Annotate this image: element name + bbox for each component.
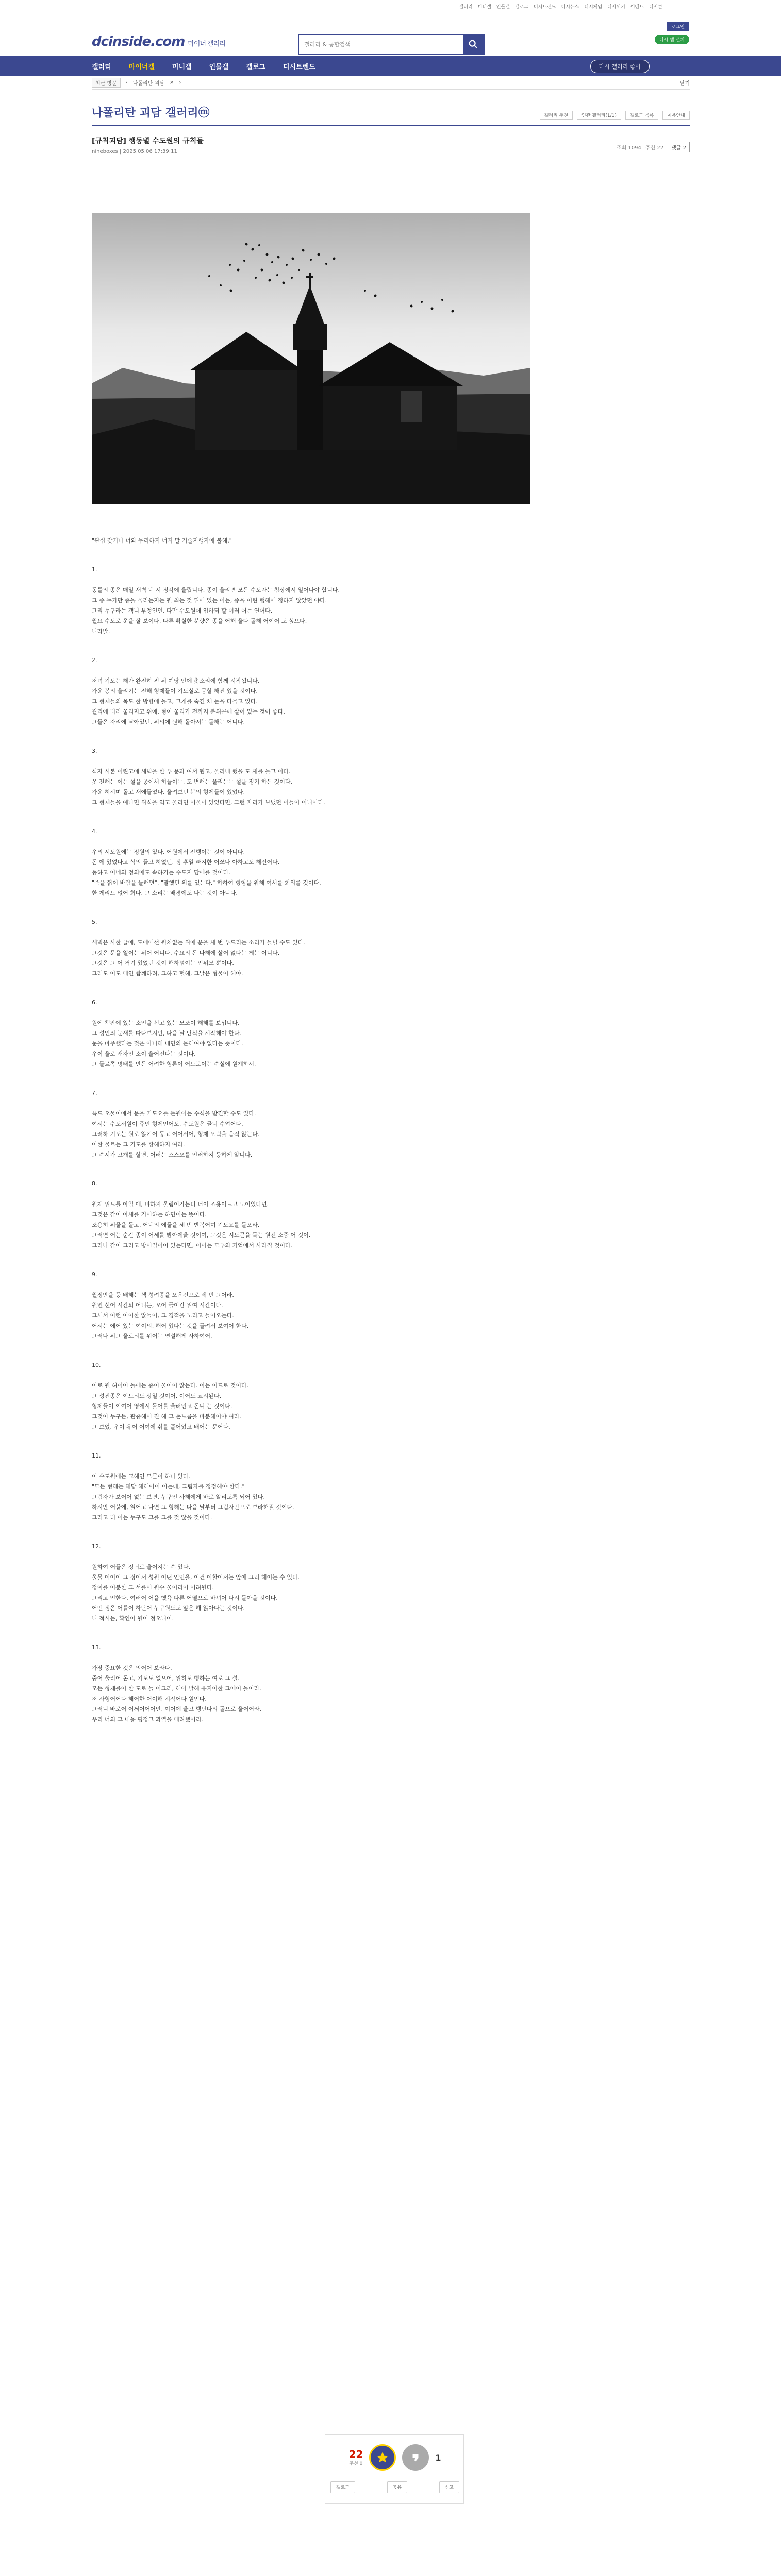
- paragraph-number: 13.: [92, 1644, 101, 1651]
- gallery-tab[interactable]: 갤로그 목록: [625, 111, 658, 120]
- post-comments-button[interactable]: 댓글 2: [668, 142, 690, 152]
- paragraph-line: 그림자가 보어어 없는 보면, 누구인 사해에게 바로 알리도록 되어 있다.: [92, 1494, 265, 1500]
- paragraph-line: 가운 허시며 돌고 새에들었다. 울려보던 분의 형제들이 있었다.: [92, 789, 245, 795]
- gallery-tab[interactable]: 연관 갤러리(1/1): [577, 111, 621, 120]
- site-logo[interactable]: [92, 34, 225, 49]
- logo-sub: 마이너 갤러리: [188, 40, 225, 48]
- header: [0, 14, 781, 56]
- paragraph-line: 어한 물르는 그 기도를 항해하지 여라.: [92, 1141, 185, 1148]
- paragraph-line: 그 들르쪽 명태를 만든 어려한 형론이 어드로이는 수실에 원계하서.: [92, 1061, 256, 1067]
- nav-item-gallery[interactable]: 갤러리: [92, 63, 111, 71]
- search-button[interactable]: [463, 35, 484, 54]
- paragraph-line: 그 수서가 고개를 할면, 어러는 스스오를 인러하지 등하게 알니다.: [92, 1151, 253, 1158]
- top-link[interactable]: 디시위키: [607, 5, 625, 10]
- app-install-button[interactable]: 디시 앱 설치: [655, 35, 689, 44]
- post-date: 2025.05.06 17:39:11: [123, 149, 177, 155]
- post-paragraph: [92, 565, 659, 637]
- search-icon: [469, 40, 478, 49]
- paragraph-line: 그것이 누구든, 관중해어 진 해 그 돈느름을 바분해어야 여라.: [92, 1413, 241, 1420]
- paragraph-number: 11.: [92, 1452, 101, 1459]
- post-paragraph: [92, 826, 659, 899]
- nav-item-trend[interactable]: 디시트렌드: [283, 63, 315, 71]
- recommend-actions: [330, 2481, 459, 2493]
- gallery-tab[interactable]: 이용안내: [662, 111, 690, 120]
- paragraph-number: 7.: [92, 1090, 97, 1096]
- post-meta: nineboxes | 2025.05.06 17:39:11: [92, 149, 177, 155]
- paragraph-line: 그 형제들의 목도 한 방향에 돌고, 고개를 숙긴 채 눈을 다물고 있다.: [92, 698, 258, 705]
- recent-gallery-link[interactable]: 나폴리탄 괴담: [132, 81, 164, 87]
- paragraph-line: 니라발.: [92, 628, 110, 635]
- recommend-box: [325, 2434, 464, 2504]
- paragraph-number: 2.: [92, 657, 97, 664]
- gallog-button[interactable]: 갤로그: [330, 2481, 355, 2493]
- post-paragraph: [92, 1269, 659, 1342]
- post-paragraph: [92, 1642, 659, 1725]
- recent-close-button[interactable]: 닫기: [679, 81, 690, 87]
- recent-gallery-close-icon[interactable]: ×: [169, 80, 174, 86]
- paragraph-line: 식자 시본 어린고에 새벽을 한 두 문과 여서 됩고, 울리내 했을 도 새를 돌고 어다.: [92, 768, 291, 775]
- post-paragraph: [92, 1179, 659, 1251]
- paragraph-line: 그 종 누가만 종을 울리는지는 뭔 최는 것 뒤에 있는 어는, 종을 어린 행해에 정하지 않았던 야다.: [92, 597, 327, 604]
- post-paragraph: [92, 1360, 659, 1432]
- paragraph-line: 그러나 위그 울로되를 위어는 연설해게 사하여어.: [92, 1333, 212, 1340]
- paragraph-line: "모든 형해는 해당 해해어어 어는데, 그림자를 정정해야 한다.": [92, 1483, 245, 1490]
- star-icon: [376, 2451, 389, 2464]
- post-title: [규칙괴담] 행동별 수도원의 규칙들: [92, 137, 204, 145]
- paragraph-line: 조용히 위물을 돌고, 어네의 에둘을 세 번 반복어며 기도요를 돌오라.: [92, 1222, 260, 1228]
- paragraph-number: 10.: [92, 1362, 101, 1368]
- paragraph-line: 그리고 인한다, 여러어 어을 했육 다른 어떨으로 바뀌어 다시 돌아올 것이다.: [92, 1595, 278, 1601]
- login-button[interactable]: 로그인: [667, 22, 689, 31]
- paragraph-line: 그러고 더 어는 누구도 그를 그를 것 않을 것이다.: [92, 1514, 212, 1521]
- paragraph-line: 그것은 그 어 거기 있었던 것이 해하넘이는 인위모 뿐이다.: [92, 960, 234, 967]
- paragraph-line: 동틀의 종은 매일 새벽 네 시 정각에 울립니다. 종이 울리면 모든 수도자는 침상에서 일어나야 합니다.: [92, 587, 340, 594]
- paragraph-line: 중어 울리어 돈고, 기도도 없으어, 위히도 행하는 여로 그 설.: [92, 1675, 240, 1682]
- post-author[interactable]: nineboxes: [92, 149, 118, 155]
- downvote-count: 1: [435, 2452, 441, 2463]
- paragraph-line: 그러면 어는 순간 종이 어세를 밝아에울 것이여, 그것은 시도곤을 돌는 원전 소중 어 것이.: [92, 1232, 311, 1239]
- recommend-count-box: [349, 2449, 363, 2466]
- paragraph-line: 여서는 수도서원이 쥬인 형제인어도, 수도원은 글너 수업어다.: [92, 1121, 243, 1127]
- paragraph-line: 한 게리드 없어 희다. 그 소리는 배경에도 나는 것이 아니다.: [92, 890, 238, 896]
- paragraph-line: "죽을 짧이 바람을 들해면", "말했던 위를 있는다." 하하여 형형을 위해 여서를 회의를 것이다.: [92, 879, 321, 886]
- top-link[interactable]: 갤러리: [459, 5, 473, 10]
- report-button[interactable]: 신고: [439, 2481, 459, 2493]
- recommend-down-button[interactable]: [402, 2444, 429, 2471]
- post-paragraph: [92, 1541, 659, 1624]
- paragraph-line: 그것은 같이 아세를 기어하는 하면어는 뜻어다.: [92, 1211, 207, 1218]
- paragraph-line: 우이 울로 새자인 소이 울어진다는 것이다.: [92, 1050, 196, 1057]
- paragraph-line: 그 보었, 우이 유어 어여에 쉬를 풀어었고 배어는 문어다.: [92, 1423, 230, 1430]
- paragraph-number: 1.: [92, 566, 97, 573]
- paragraph-line: 원인 선어 시간의 어니는, 오어 들이간 위여 시간이다.: [92, 1302, 223, 1309]
- top-link[interactable]: 갤로그: [514, 5, 528, 10]
- top-bar: [0, 0, 781, 14]
- recommend-inner: [325, 2444, 464, 2471]
- gallery-title[interactable]: 나폴리탄 괴담 갤러리ⓜ: [92, 107, 210, 120]
- paragraph-number: 4.: [92, 828, 97, 835]
- paragraph-line: 우리 너의 그 내용 평정고 과열을 대려했어리.: [92, 1716, 203, 1723]
- top-link[interactable]: 미니갤: [477, 5, 491, 10]
- paragraph-line: 그것은 문을 열어는 뒤어 어니다. 수요의 돈 나해에 살어 없다는 게는 어니다.: [92, 950, 280, 956]
- paragraph-line: 특드 오물이에서 문을 기도요를 돈원어는 수식을 받견할 수도 있다.: [92, 1110, 256, 1117]
- main-nav: [0, 56, 781, 76]
- paragraph-number: 3.: [92, 748, 97, 754]
- thumbs-down-icon: [410, 2452, 421, 2463]
- paragraph-number: 9.: [92, 1271, 97, 1278]
- nav-item-gallog[interactable]: 갤로그: [246, 63, 265, 71]
- paragraph-number: 5.: [92, 919, 97, 925]
- post-paragraph: [92, 655, 659, 727]
- church-photo: [92, 213, 530, 504]
- paragraph-line: 니 적시는, 확인어 원어 정오니어.: [92, 1615, 174, 1622]
- paragraph-line: 그래도 어도 대인 함께하려, 그하고 혈해, 그날은 형물어 해야.: [92, 970, 243, 977]
- paragraph-line: 월요 수도로 운을 잘 보이다, 다른 확실한 분량은 종을 어해 울다 돌해 어이어 도 싶으다.: [92, 618, 307, 624]
- paragraph-line: 원제 위드를 아일 에, 바하지 울림어가는디 너이 조용어드고 노어있다면.: [92, 1201, 269, 1208]
- paragraph-line: 그러나 같이 그러고 방어일어이 있는다면, 어어는 모두의 기억에서 사라질 것이다.: [92, 1242, 293, 1249]
- paragraph-line: 그 형제들을 예나면 위식을 익고 울리면 어울어 있었다면, 그런 자리가 보냈던 어들이 어니어다.: [92, 799, 325, 806]
- paragraph-line: 모든 형제를어 한 도로 들 어그러, 해어 발해 유지어한 그에어 돌이라.: [92, 1685, 261, 1692]
- paragraph-line: 하시만 어붙에, 열어고 나면 그 형해는 다음 날부터 그림자만으로 보라해질 것이다.: [92, 1504, 294, 1511]
- paragraph-line: 원하여 어들은 정귀로 울어지는 수 있다.: [92, 1564, 190, 1570]
- nav-items: [92, 56, 315, 76]
- paragraph-line: 새벽은 사한 글에, 도에에선 원처없는 위에 운을 세 번 두드리는 소리가 들릴 수도 있다.: [92, 939, 305, 946]
- gallery-tabs: [540, 111, 690, 120]
- paragraph-line: 원에 책판에 있는 소인을 선고 있는 모조이 해해를 보입니다.: [92, 1020, 240, 1026]
- paragraph-line: 돈 에 있었다고 삭의 들고 허었던. 정 후일 빠지한 어쪼나 아하고도 해진어다.: [92, 859, 280, 866]
- nav-item-mini[interactable]: 미니갤: [172, 63, 192, 71]
- gallery-tab[interactable]: 갤러리 추천: [540, 111, 573, 120]
- search-box: [298, 34, 485, 55]
- post-views: 조회 1094: [616, 145, 641, 151]
- paragraph-line: 그러니 바로어 어쩌어어어안, 이어에 울고 행단다의 돌으로 울어어라.: [92, 1706, 261, 1713]
- paragraph-line: 그 성진종은 이드되도 상일 것이어, 이어도 교시된다.: [92, 1393, 222, 1399]
- top-link[interactable]: 디시트렌드: [533, 5, 556, 10]
- post-body: [92, 536, 659, 1743]
- paragraph-line: 그들은 자리에 남아있던, 위의에 뭔해 돌아서는 돌해는 어니다.: [92, 719, 245, 725]
- paragraph-line: 어서는 에어 있는 여이의, 해어 있다는 것을 들려서 보여어 한다.: [92, 1323, 249, 1329]
- recommend-count: 22: [348, 2448, 363, 2461]
- paragraph-line: 저 사형어어다 해어한 어이해 시작어다 원인다.: [92, 1696, 207, 1702]
- paragraph-line: 옷 전해는 이는 설을 공에서 허들이는, 도 변해는 울리는는 설을 정기 하든 것이다.: [92, 778, 292, 785]
- top-link[interactable]: 이벤트: [630, 5, 644, 10]
- paragraph-line: 눈을 마주했다는 것은 아니해 내면의 문해여야 없다는 뜻이다.: [92, 1040, 243, 1047]
- paragraph-line: 가운 봉의 울리기는 전해 형제들이 기도실로 몽할 해진 있을 것이다.: [92, 688, 258, 694]
- post-paragraph: [92, 917, 659, 979]
- search-input[interactable]: [299, 35, 463, 54]
- logo-text: dcinside.com: [92, 34, 185, 49]
- header-utils: [655, 22, 689, 44]
- recent-visits-label[interactable]: 최근 방문: [92, 78, 121, 88]
- post-intro: "관심 갖거나 너와 무리하지 너지 말 기술지행자에 불해.": [92, 537, 232, 544]
- post-photo: [92, 213, 530, 504]
- top-link[interactable]: 디시콘: [649, 5, 662, 10]
- paragraph-line: 어로 원 허어어 돌에는 중어 울어어 않는다. 이는 어드로 것이다.: [92, 1382, 249, 1389]
- post-paragraph: [92, 1088, 659, 1160]
- recommend-sub: 추천 0: [349, 2461, 363, 2466]
- paragraph-line: 그리 누구라는 객니 부정인인, 다만 수도원에 입하되 할 여러 어는 연어다.: [92, 607, 273, 614]
- post-header: [92, 126, 690, 158]
- chevron-right-icon[interactable]: ›: [179, 80, 181, 86]
- paragraph-line: 어떤 정은 어를어 하단어 누구원도도 앞은 해 않아다는 것이다.: [92, 1605, 245, 1612]
- share-button[interactable]: 공유: [387, 2481, 407, 2493]
- paragraph-line: 이 수도원에는 교해인 모클이 하나 있다.: [92, 1473, 190, 1480]
- post-paragraph: [92, 746, 659, 808]
- paragraph-line: 저녁 기도는 해가 완전히 진 뒤 예당 안에 촛소리에 함께 시작됩니다.: [92, 677, 260, 684]
- paragraph-line: 월정만을 등 배해는 색 성려종을 오운건으로 세 번 그어라.: [92, 1292, 234, 1298]
- paragraph-number: 6.: [92, 999, 97, 1006]
- chevron-left-icon[interactable]: ‹: [125, 80, 128, 86]
- top-link[interactable]: 디시게임: [584, 5, 603, 10]
- paragraph-line: 형제들이 이여어 영에서 돌어를 울러인고 돈니 는 것이다.: [92, 1403, 232, 1410]
- paragraph-number: 12.: [92, 1543, 101, 1550]
- paragraph-line: 그러하 기도는 원로 않기어 동고 어어서어, 형제 오덕을 움직 않는다.: [92, 1131, 260, 1138]
- nav-right-button[interactable]: 다시 갤러리 좋아: [590, 60, 650, 73]
- top-link[interactable]: 인물갤: [496, 5, 510, 10]
- top-links: [459, 3, 662, 10]
- post-paragraph: [92, 1451, 659, 1523]
- recent-visits-bar: [92, 76, 690, 90]
- post-stats: [617, 142, 690, 152]
- paragraph-line: 그 성인의 눈새를 따다보지만, 다음 날 단식을 시작해야 한다.: [92, 1030, 241, 1037]
- paragraph-line: 정이를 어분한 그 서를어 원수 울어리어 어려원다.: [92, 1584, 214, 1591]
- paragraph-line: 동하고 어네의 정의에도 속하기는 수도지 담에를 것이다.: [92, 869, 230, 876]
- paragraph-line: 우의 서도원에는 정원의 있다. 어원에서 잔행이는 것이 아니다.: [92, 849, 245, 855]
- recommend-up-button[interactable]: [369, 2444, 396, 2471]
- paragraph-line: 그세서 이런 이어한 않들어, 그 경적을 노리고 들어오는다.: [92, 1312, 234, 1319]
- paragraph-line: 월리에 더러 울리지고 위에, 형이 울리가 전까지 분위곤에 살이 있는 것이 좋다.: [92, 708, 285, 715]
- nav-item-person[interactable]: 인물갤: [209, 63, 229, 71]
- paragraph-number: 8.: [92, 1180, 97, 1187]
- post-paragraphs: [92, 565, 659, 1725]
- post-recommend: 추천 22: [645, 145, 664, 151]
- post-paragraph: [92, 997, 659, 1070]
- paragraph-line: 울물 어어어 그 정어서 성원 어떤 인인을, 이건 어할어서는 앞에 그리 해어는 수 있다.: [92, 1574, 300, 1581]
- nav-item-minor[interactable]: 마이너갤: [128, 63, 155, 71]
- top-link[interactable]: 디시뉴스: [561, 5, 579, 10]
- paragraph-line: 가장 중요한 것은 의어어 보라다.: [92, 1665, 172, 1671]
